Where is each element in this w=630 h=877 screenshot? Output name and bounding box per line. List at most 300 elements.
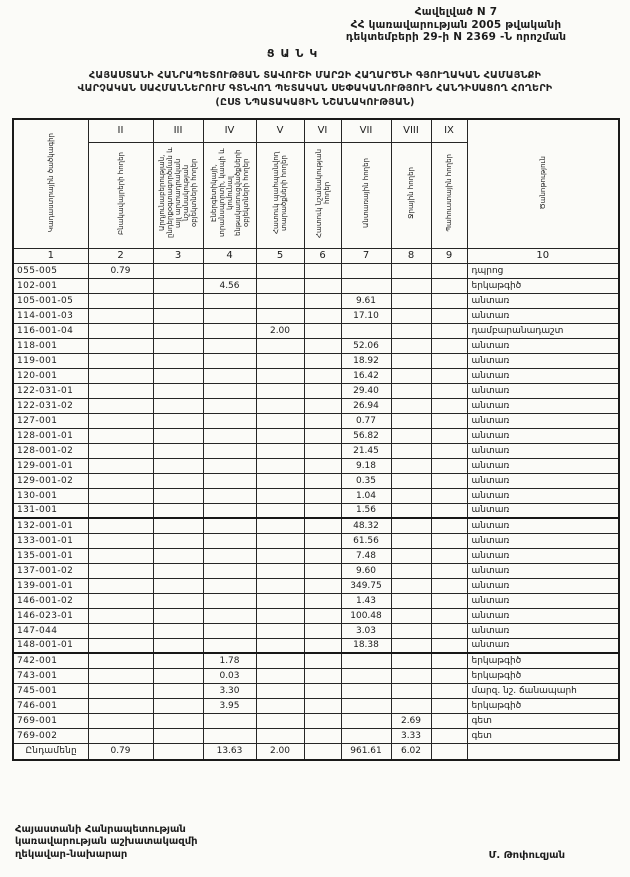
cadastral-code-cell: 131-001	[13, 503, 88, 518]
area-value-cell	[391, 488, 431, 503]
cadastral-code-cell: 114-001-03	[13, 308, 88, 323]
cadastral-code-cell: 135-001-01	[13, 548, 88, 563]
area-value-cell	[431, 683, 467, 698]
area-value-cell	[203, 428, 256, 443]
area-value-cell	[203, 728, 256, 743]
note-cell: անտառ	[467, 503, 619, 518]
area-value-cell: 100.48	[341, 608, 391, 623]
note-cell: երկաթգիծ	[467, 653, 619, 668]
note-cell: անտառ	[467, 308, 619, 323]
area-value-cell	[341, 728, 391, 743]
area-value-cell	[256, 488, 304, 503]
area-value-cell	[304, 293, 341, 308]
table-row	[13, 548, 619, 563]
area-value-cell	[203, 518, 256, 533]
area-value-cell	[304, 578, 341, 593]
note-cell: երկաթգիծ	[467, 278, 619, 293]
header-reserve-lands: Պահուստային հողեր	[431, 142, 467, 248]
area-value-cell	[88, 368, 153, 383]
area-value-cell: 17.10	[341, 308, 391, 323]
note-cell: անտառ	[467, 338, 619, 353]
area-value-cell	[431, 503, 467, 518]
area-value-cell: 3.33	[391, 728, 431, 743]
area-value-cell	[153, 668, 203, 683]
table-row	[13, 713, 619, 728]
note-cell: դպրոց	[467, 263, 619, 278]
note-cell: անտառ	[467, 638, 619, 653]
area-value-cell	[203, 338, 256, 353]
area-value-cell	[391, 338, 431, 353]
cadastral-code-cell: 129-001-01	[13, 458, 88, 473]
table-row	[13, 458, 619, 473]
area-value-cell	[256, 713, 304, 728]
area-value-cell	[256, 368, 304, 383]
total-row	[13, 743, 619, 760]
area-value-cell	[304, 443, 341, 458]
note-cell: անտառ	[467, 488, 619, 503]
area-value-cell	[391, 263, 431, 278]
area-value-cell: 0.77	[341, 413, 391, 428]
area-value-cell	[391, 668, 431, 683]
table-row	[13, 533, 619, 548]
area-value-cell	[304, 623, 341, 638]
cadastral-code-cell: 128-001-01	[13, 428, 88, 443]
area-value-cell	[304, 683, 341, 698]
note-cell: անտառ	[467, 548, 619, 563]
area-value-cell	[256, 503, 304, 518]
column-number: 7	[341, 248, 391, 263]
area-value-cell	[203, 383, 256, 398]
cadastral-code-cell: 130-001	[13, 488, 88, 503]
note-cell: գետ	[467, 713, 619, 728]
area-value-cell	[153, 308, 203, 323]
area-value-cell	[256, 473, 304, 488]
area-value-cell	[88, 353, 153, 368]
area-value-cell	[304, 458, 341, 473]
area-value-cell	[256, 443, 304, 458]
roman-numeral: V	[256, 119, 304, 142]
table-row	[13, 473, 619, 488]
table-row	[13, 593, 619, 608]
note-cell: անտառ	[467, 398, 619, 413]
area-value-cell: 2.00	[256, 743, 304, 760]
area-value-cell	[153, 683, 203, 698]
header-industrial-lands: Արդյունաբերության, ընդերքօգտագործման և այլ արտադրական նշանակության օբյեկտների հողեր	[153, 142, 203, 248]
area-value-cell	[256, 548, 304, 563]
note-cell: անտառ	[467, 623, 619, 638]
table-row	[13, 518, 619, 533]
area-value-cell	[391, 518, 431, 533]
area-value-cell	[391, 623, 431, 638]
area-value-cell: 18.38	[341, 638, 391, 653]
area-value-cell	[256, 428, 304, 443]
area-value-cell	[304, 488, 341, 503]
cadastral-code-cell: 746-001	[13, 698, 88, 713]
area-value-cell: 21.45	[341, 443, 391, 458]
cadastral-code-cell: 118-001	[13, 338, 88, 353]
header-special-purpose-lands: Հատուկ նշանակության հողեր	[304, 142, 341, 248]
cadastral-code-cell: 745-001	[13, 683, 88, 698]
column-number: 5	[256, 248, 304, 263]
area-value-cell	[88, 518, 153, 533]
note-cell: անտառ	[467, 293, 619, 308]
area-value-cell	[304, 413, 341, 428]
area-value-cell	[391, 383, 431, 398]
area-value-cell	[256, 728, 304, 743]
area-value-cell	[431, 563, 467, 578]
note-cell: անտառ	[467, 563, 619, 578]
area-value-cell: 26.94	[341, 398, 391, 413]
signatory-title-line: ղեկավար-նախարար	[15, 848, 128, 860]
area-value-cell	[88, 473, 153, 488]
area-value-cell: 7.48	[341, 548, 391, 563]
header-water-lands: Ջրային հողեր	[391, 142, 431, 248]
table-row	[13, 638, 619, 653]
title-line: (ԸՍՏ ՆՊԱՏԱԿԱՅԻՆ ՆՇԱՆԱԿՈՒԹՅԱՆ)	[215, 96, 415, 108]
area-value-cell	[431, 353, 467, 368]
header-notes: Ծանոթություն	[467, 119, 619, 248]
area-value-cell	[153, 263, 203, 278]
area-value-cell	[153, 443, 203, 458]
area-value-cell	[88, 488, 153, 503]
area-value-cell: 961.61	[341, 743, 391, 760]
area-value-cell: 0.03	[203, 668, 256, 683]
area-value-cell: 56.82	[341, 428, 391, 443]
cadastral-code-cell: Ընդամենը	[13, 743, 88, 760]
area-value-cell	[153, 398, 203, 413]
area-value-cell	[431, 623, 467, 638]
signature-block	[15, 824, 600, 862]
signatory-title	[15, 824, 198, 862]
column-number: 1	[13, 248, 88, 263]
area-value-cell	[203, 608, 256, 623]
area-value-cell	[256, 398, 304, 413]
table-row	[13, 698, 619, 713]
area-value-cell	[88, 608, 153, 623]
area-value-cell	[304, 668, 341, 683]
column-number: 9	[431, 248, 467, 263]
column-number-row	[13, 248, 619, 263]
note-cell: անտառ	[467, 383, 619, 398]
area-value-cell	[153, 728, 203, 743]
area-value-cell	[391, 308, 431, 323]
area-value-cell	[153, 338, 203, 353]
area-value-cell	[88, 323, 153, 338]
note-cell: անտառ	[467, 353, 619, 368]
cadastral-code-cell: 102-001	[13, 278, 88, 293]
area-value-cell	[256, 293, 304, 308]
area-value-cell	[88, 443, 153, 458]
area-value-cell: 9.60	[341, 563, 391, 578]
area-value-cell	[391, 683, 431, 698]
area-value-cell	[431, 413, 467, 428]
cadastral-code-cell: 122-031-02	[13, 398, 88, 413]
area-value-cell	[88, 548, 153, 563]
area-value-cell	[431, 548, 467, 563]
area-value-cell	[304, 638, 341, 653]
area-value-cell	[203, 623, 256, 638]
area-value-cell: 0.79	[88, 263, 153, 278]
table-row	[13, 563, 619, 578]
area-value-cell	[203, 413, 256, 428]
area-value-cell	[203, 398, 256, 413]
area-value-cell	[431, 713, 467, 728]
note-cell: անտառ	[467, 593, 619, 608]
column-number: 6	[304, 248, 341, 263]
area-value-cell	[391, 428, 431, 443]
area-value-cell	[304, 308, 341, 323]
area-value-cell	[431, 308, 467, 323]
area-value-cell	[153, 368, 203, 383]
cadastral-code-cell: 743-001	[13, 668, 88, 683]
area-value-cell	[153, 323, 203, 338]
area-value-cell	[88, 398, 153, 413]
area-value-cell	[88, 623, 153, 638]
cadastral-code-cell: 742-001	[13, 653, 88, 668]
cadastral-code-cell: 146-023-01	[13, 608, 88, 623]
area-value-cell	[431, 728, 467, 743]
area-value-cell	[88, 503, 153, 518]
area-value-cell	[431, 458, 467, 473]
area-value-cell: 349.75	[341, 578, 391, 593]
cadastral-code-cell: 119-001	[13, 353, 88, 368]
area-value-cell	[203, 458, 256, 473]
area-value-cell	[256, 518, 304, 533]
cadastral-code-cell: 769-002	[13, 728, 88, 743]
table-row	[13, 368, 619, 383]
area-value-cell	[203, 503, 256, 518]
area-value-cell	[203, 308, 256, 323]
area-value-cell	[304, 563, 341, 578]
area-value-cell	[88, 278, 153, 293]
area-value-cell	[391, 533, 431, 548]
area-value-cell	[256, 263, 304, 278]
table-row	[13, 263, 619, 278]
area-value-cell	[203, 293, 256, 308]
area-value-cell: 61.56	[341, 533, 391, 548]
area-value-cell	[304, 473, 341, 488]
area-value-cell	[256, 578, 304, 593]
area-value-cell	[203, 368, 256, 383]
document-title	[0, 69, 630, 110]
signatory-name: Մ. Թոփուզյան	[488, 850, 565, 861]
area-value-cell	[153, 698, 203, 713]
area-value-cell	[431, 743, 467, 760]
area-value-cell	[203, 578, 256, 593]
appendix-reference	[295, 6, 617, 44]
area-value-cell	[153, 533, 203, 548]
area-value-cell	[341, 713, 391, 728]
area-value-cell	[431, 293, 467, 308]
area-value-cell	[256, 698, 304, 713]
cadastral-code-cell: 122-031-01	[13, 383, 88, 398]
area-value-cell	[431, 698, 467, 713]
area-value-cell: 6.02	[391, 743, 431, 760]
signatory-title-line: կառավարության աշխատակազմի	[15, 836, 198, 847]
area-value-cell	[203, 638, 256, 653]
table-row	[13, 488, 619, 503]
area-value-cell	[203, 593, 256, 608]
area-value-cell	[153, 653, 203, 668]
area-value-cell	[391, 458, 431, 473]
area-value-cell	[304, 698, 341, 713]
table-row	[13, 413, 619, 428]
area-value-cell	[256, 383, 304, 398]
area-value-cell	[256, 683, 304, 698]
area-value-cell	[391, 578, 431, 593]
cadastral-code-cell: 105-001-05	[13, 293, 88, 308]
area-value-cell	[256, 413, 304, 428]
area-value-cell	[304, 338, 341, 353]
roman-numeral: II	[88, 119, 153, 142]
area-value-cell	[341, 668, 391, 683]
appendix-line: ՀՀ կառավարության 2005 թվականի	[350, 18, 562, 31]
area-value-cell	[391, 398, 431, 413]
header-protected-lands: Հատուկ պահպանվող տարածքների հողեր	[256, 142, 304, 248]
area-value-cell	[391, 548, 431, 563]
area-value-cell: 9.61	[341, 293, 391, 308]
note-cell: անտառ	[467, 608, 619, 623]
area-value-cell	[153, 428, 203, 443]
table-row	[13, 353, 619, 368]
area-value-cell	[431, 278, 467, 293]
table-row	[13, 398, 619, 413]
note-cell: երկաթգիծ	[467, 698, 619, 713]
area-value-cell	[391, 278, 431, 293]
area-value-cell	[153, 353, 203, 368]
title-line: ՎԱՐՉԱԿԱՆ ՍԱՀՄԱՆՆԵՐՈՒՄ ԳՏՆՎՈՂ ՊԵՏԱԿԱՆ ՍԵՓԱԿԱՆՈՒԹՅՈՒՆ ՀԱՆԴԻՍԱՑՈՂ ՀՈՂԵՐԻ	[77, 83, 553, 94]
table-row	[13, 623, 619, 638]
area-value-cell	[88, 293, 153, 308]
area-value-cell	[153, 278, 203, 293]
area-value-cell: 29.40	[341, 383, 391, 398]
area-value-cell	[153, 548, 203, 563]
cadastral-code-cell: 137-001-02	[13, 563, 88, 578]
area-value-cell: 0.79	[88, 743, 153, 760]
area-value-cell: 3.30	[203, 683, 256, 698]
area-value-cell	[88, 413, 153, 428]
area-value-cell	[304, 533, 341, 548]
area-value-cell	[391, 293, 431, 308]
area-value-cell	[256, 278, 304, 293]
area-value-cell	[304, 503, 341, 518]
note-cell: անտառ	[467, 443, 619, 458]
area-value-cell	[304, 548, 341, 563]
header-cadastral-code: Կադաստրային ծածկագիր	[13, 119, 88, 248]
area-value-cell	[153, 383, 203, 398]
area-value-cell	[88, 578, 153, 593]
roman-numeral: VIII	[391, 119, 431, 142]
area-value-cell	[256, 533, 304, 548]
area-value-cell	[203, 473, 256, 488]
area-value-cell	[153, 503, 203, 518]
area-value-cell	[431, 473, 467, 488]
area-value-cell	[341, 323, 391, 338]
area-value-cell	[88, 668, 153, 683]
area-value-cell	[203, 353, 256, 368]
area-value-cell	[304, 323, 341, 338]
cadastral-code-cell: 120-001	[13, 368, 88, 383]
area-value-cell	[153, 623, 203, 638]
table-row	[13, 308, 619, 323]
note-cell: անտառ	[467, 428, 619, 443]
column-number: 4	[203, 248, 256, 263]
area-value-cell	[304, 278, 341, 293]
area-value-cell: 1.04	[341, 488, 391, 503]
area-value-cell	[391, 563, 431, 578]
area-value-cell	[431, 533, 467, 548]
cadastral-code-cell: 769-001	[13, 713, 88, 728]
area-value-cell	[203, 488, 256, 503]
area-value-cell	[391, 473, 431, 488]
column-number: 10	[467, 248, 619, 263]
note-cell: անտառ	[467, 413, 619, 428]
appendix-line: Հավելված N 7	[414, 6, 498, 18]
cadastral-code-cell: 129-001-02	[13, 473, 88, 488]
area-value-cell: 18.92	[341, 353, 391, 368]
table-row	[13, 683, 619, 698]
area-value-cell	[341, 698, 391, 713]
area-value-cell: 0.35	[341, 473, 391, 488]
area-value-cell	[304, 263, 341, 278]
cadastral-code-cell: 128-001-02	[13, 443, 88, 458]
table-row	[13, 443, 619, 458]
area-value-cell	[88, 683, 153, 698]
area-value-cell: 48.32	[341, 518, 391, 533]
table-row	[13, 503, 619, 518]
area-value-cell	[431, 398, 467, 413]
area-value-cell	[304, 428, 341, 443]
table-row	[13, 728, 619, 743]
note-cell: անտառ	[467, 368, 619, 383]
note-cell: անտառ	[467, 518, 619, 533]
note-cell: երկաթգիծ	[467, 668, 619, 683]
area-value-cell	[256, 563, 304, 578]
area-value-cell	[304, 743, 341, 760]
area-value-cell	[88, 638, 153, 653]
area-value-cell	[256, 593, 304, 608]
area-value-cell	[431, 518, 467, 533]
area-value-cell	[431, 323, 467, 338]
area-value-cell	[153, 458, 203, 473]
area-value-cell	[203, 443, 256, 458]
area-value-cell	[88, 308, 153, 323]
area-value-cell	[88, 383, 153, 398]
area-value-cell	[256, 608, 304, 623]
area-value-cell	[391, 353, 431, 368]
cadastral-code-cell: 055-005	[13, 263, 88, 278]
area-value-cell: 13.63	[203, 743, 256, 760]
area-value-cell	[153, 593, 203, 608]
area-value-cell	[256, 458, 304, 473]
area-value-cell: 3.95	[203, 698, 256, 713]
cadastral-code-cell: 132-001-01	[13, 518, 88, 533]
area-value-cell	[304, 728, 341, 743]
area-value-cell	[391, 608, 431, 623]
area-value-cell	[391, 443, 431, 458]
area-value-cell	[203, 323, 256, 338]
area-value-cell: 2.00	[256, 323, 304, 338]
area-value-cell	[256, 338, 304, 353]
cadastral-code-cell: 147-044	[13, 623, 88, 638]
area-value-cell	[391, 503, 431, 518]
area-value-cell	[391, 698, 431, 713]
header-settlement-lands: Բնակավայրերի հողեր	[88, 142, 153, 248]
area-value-cell	[431, 578, 467, 593]
cadastral-code-cell: 148-001-01	[13, 638, 88, 653]
area-value-cell	[153, 563, 203, 578]
area-value-cell	[304, 713, 341, 728]
